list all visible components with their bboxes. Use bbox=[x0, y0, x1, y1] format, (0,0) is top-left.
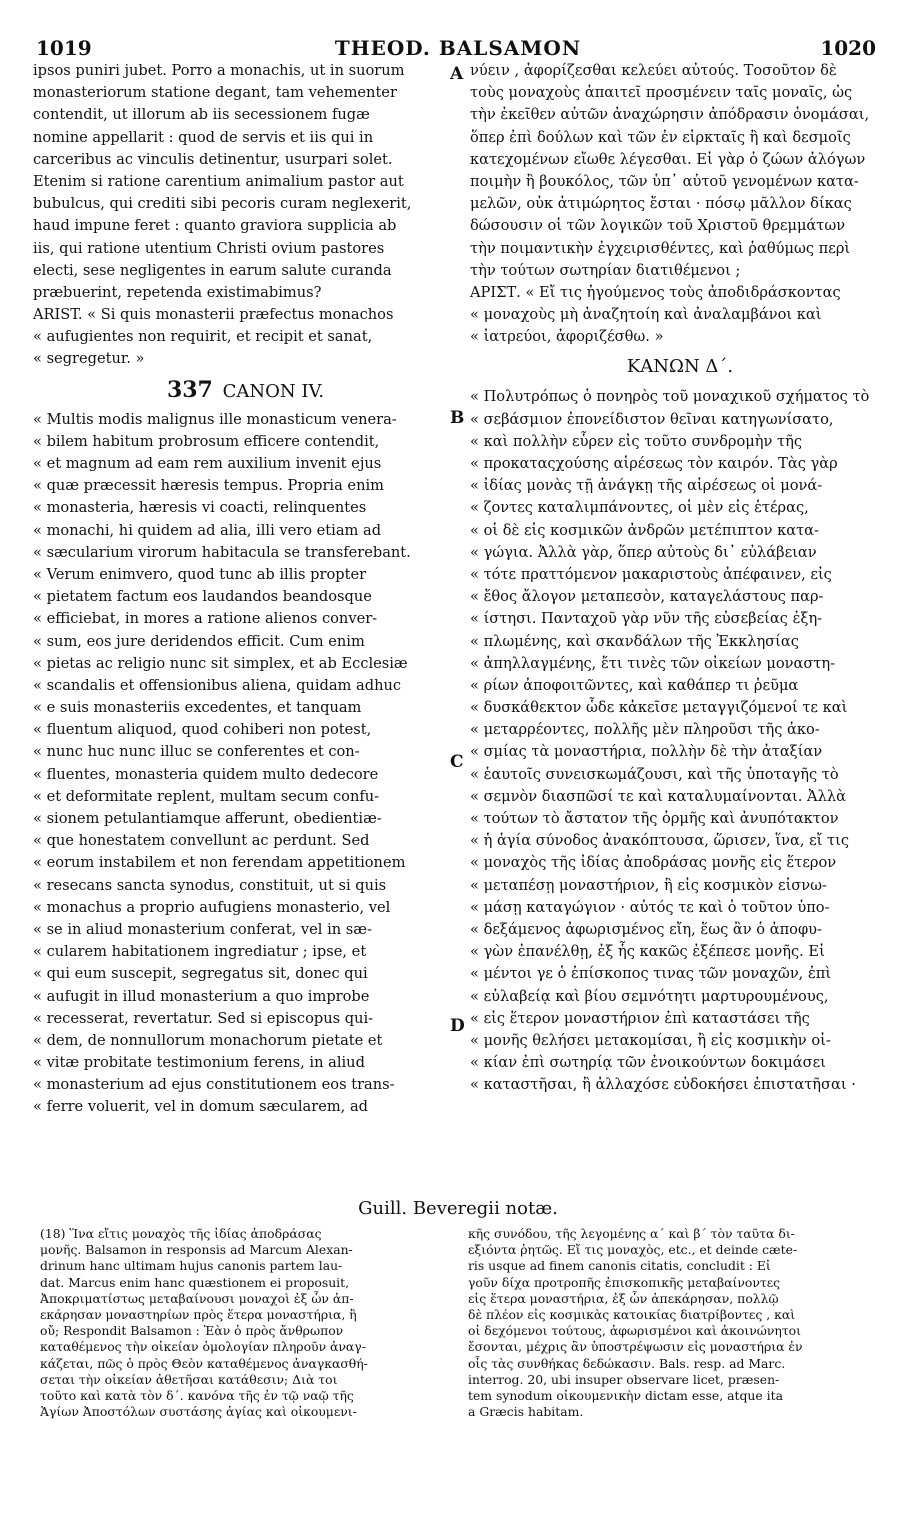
note-line: δὲ πλέον εἰς κοσμικὰς κατοικίας διατρίβοντες , καὶ bbox=[468, 1306, 796, 1322]
canon-line: « Verum enimvero, quod tunc ab illis propter bbox=[33, 565, 367, 583]
text-line: præbuerint, repetenda existimabimus? bbox=[33, 283, 322, 301]
notes-title: Guill. Beveregii notæ. bbox=[358, 1198, 558, 1219]
text-line: electi, sese negligentes in earum salute curanda bbox=[33, 261, 392, 279]
canon-line: « γὼν ἐπανέλθῃ, ἐξ ἧς κακῶς ἐξέπεσε μονῆς. Εἰ bbox=[470, 943, 825, 961]
note-line: interrog. 20, ubi insuper observare licet, præsen- bbox=[468, 1371, 780, 1387]
text-line: τὴν τούτων σωτηρίαν διατιθέμενοι ; bbox=[470, 261, 741, 279]
text-line: Etenim si ratione carentium animalium pastor aut bbox=[33, 172, 404, 190]
canon-line: « ἰδίας μονὰς τῇ ἀνάγκῃ τῆς αἱρέσεως οἱ μονά- bbox=[470, 477, 823, 495]
latin-canon-title: CANON IV. bbox=[222, 380, 325, 402]
canon-line: « dem, de nonnullorum monachorum pietate et bbox=[33, 1031, 383, 1049]
note-line: τοῦτο καὶ κατὰ τὸν δ΄. κανόνα τῆς ἐν τῷ ναῷ τῆς bbox=[40, 1387, 354, 1403]
latin-canon-text bbox=[33, 409, 458, 1119]
canon-line: « qui eum suscepit, segregatus sit, donec qui bbox=[33, 965, 368, 983]
canon-line: « se in aliud monasterium conferat, vel in sæ- bbox=[33, 920, 372, 938]
canon-line: « πλωμένης, καὶ σκανδάλων τῆς Ἐκκλησίας bbox=[470, 632, 799, 650]
text-line: δώσουσιν οἱ τῶν λογικῶν τοῦ Χριστοῦ θρεμμάτων bbox=[470, 217, 846, 235]
canon-line: « εὐλαβείᾳ καὶ βίου σεμνότητι μαρτυρουμένους, bbox=[470, 987, 829, 1005]
text-line: carceribus ac vinculis detinentur, usurpari solet. bbox=[33, 150, 393, 168]
canon-line: « σμίας τὰ μοναστήρια, πολλὴν δὲ τὴν ἀταξίαν bbox=[470, 743, 823, 761]
canon-line: « monasteria, hæresis vi coacti, relinquentes bbox=[33, 499, 367, 517]
canon-line: « quæ præcessit hæresis tempus. Propria enim bbox=[33, 477, 384, 495]
canon-line: « μονῆς θελήσει μετακομίσαι, ἢ εἰς κοσμικὴν οἰ- bbox=[470, 1031, 831, 1049]
canon-line: « τούτων τὸ ἄστατον τῆς ὁρμῆς καὶ ἀνυπότακτον bbox=[470, 810, 839, 827]
note-line: κάζεται, πῶς ὁ πρὸς Θεὸν καταθέμενος ἀναγκασθή- bbox=[40, 1355, 368, 1371]
canon-line: « fluentes, monasteria quidem multo dedecore bbox=[33, 765, 379, 783]
note-line: κῆς συνόδου, τῆς λεγομένης α΄ καὶ β΄ τὸν ταῦτα δι- bbox=[468, 1226, 795, 1241]
canon-line: « σεμνὸν διασπῶσί τε καὶ καταλυμαίνονται. Ἀλλὰ bbox=[470, 787, 846, 805]
canon-line: « recesserat, revertatur. Sed si episcopus qui- bbox=[33, 1009, 374, 1027]
note-line: οἷς τὰς συνθήκας δεδώκασιν. Bals. resp. ad Marc. bbox=[468, 1355, 786, 1371]
canon-line: « pietas ac religio nunc sit simplex, et ab Ecclesiæ bbox=[33, 654, 408, 672]
margin-marker-a: A bbox=[450, 64, 464, 84]
canon-line: « eorum instabilem et non ferendam appetitionem bbox=[33, 854, 406, 872]
arist-line: « ἰατρεύοι, ἀφοριζέσθω. » bbox=[470, 328, 664, 346]
canon-line: « μέντοι γε ὁ ἐπίσκοπος τινας τῶν μοναχῶν, ἐπὶ bbox=[470, 965, 832, 983]
arist-line: « μοναχοὺς μὴ ἀναζητοίη καὶ ἀναλαμβάνοι καὶ bbox=[470, 306, 822, 324]
note-line: ἔσονται, μέχρις ἂν ὑποστρέψωσιν εἰς μοναστήρια ἐν bbox=[468, 1339, 803, 1355]
margin-marker-c: C bbox=[450, 752, 464, 772]
canon-number: 337 bbox=[166, 376, 213, 403]
canon-line: « que honestatem convellunt ac perdunt. Sed bbox=[33, 832, 370, 850]
canon-line: « ίστησι. Πανταχοῦ γὰρ νῦν τῆς εὐσεβείας ἐξη- bbox=[470, 610, 823, 628]
note-line: drinum hanc ultimam hujus canonis partem lau- bbox=[40, 1258, 343, 1274]
canon-line: « οἱ δὲ εἰς κοσμικῶν ἀνδρῶν μετέπιπτον κατα- bbox=[470, 521, 819, 539]
margin-marker-b: B bbox=[450, 408, 465, 428]
note-line: εκάρησαν μοναστηρίων πρὸς ἕτερα μοναστήρια, ἢ bbox=[40, 1306, 357, 1322]
canon-line: « nunc huc nunc illuc se conferentes et con- bbox=[33, 743, 360, 761]
canon-line: « δεξάμενος ἀφωρισμένος εἴη, ἕως ἂν ὁ ἀποφυ- bbox=[470, 920, 822, 938]
note-line: dat. Marcus enim hanc quæstionem ei proposuit, bbox=[40, 1274, 350, 1290]
margin-marker-d: D bbox=[450, 1016, 465, 1036]
left-page-number: 1019 bbox=[36, 36, 92, 60]
notes-right-column bbox=[468, 1226, 886, 1420]
note-line: ris usque ad finem canonis citatis, concludit : Εἰ bbox=[468, 1258, 771, 1274]
latin-column bbox=[33, 60, 458, 1119]
arist-line: ARIST. « Si quis monasterii præfectus monachos bbox=[33, 306, 394, 324]
canon-line: « σεβάσμιον ἐπονείδιστον θεῖναι κατηγωνίσατο, bbox=[470, 410, 834, 428]
text-line: ὅπερ ἐπὶ δούλων καὶ τῶν ἐν εἱρκταῖς ἢ καὶ δεσμοῖς bbox=[470, 128, 851, 146]
text-line: bubulcus, qui crediti sibi pecoris curam neglexerit, bbox=[33, 195, 412, 213]
canon-line: « ἔθος ἄλογον μεταπεσὸν, καταγελάστους παρ- bbox=[470, 588, 824, 606]
notes-left-column bbox=[40, 1226, 460, 1420]
canon-line: « προκαταςχούσης αἱρέσεως τὸν καιρόν. Τὰς γὰρ bbox=[470, 455, 838, 472]
note-line: εἰς ἕτερα μοναστήρια, ἐξ ὧν ἀπεκάρησαν, πολλῷ bbox=[468, 1290, 779, 1306]
text-line: τοὺς μοναχοὺς ἀπαιτεῖ προσμένειν ταῖς μοναῖς, ὡς bbox=[470, 84, 853, 102]
canon-line: « ἡ ἁγία σύνοδος ἀνακόπτουσα, ὥρισεν, ἵνα, εἴ τις bbox=[470, 832, 850, 850]
canon-line: « aufugit in illud monasterium a quo improbe bbox=[33, 987, 370, 1005]
greek-intro bbox=[470, 60, 890, 282]
canon-line: « monachus a proprio aufugiens monasterio, vel bbox=[33, 898, 391, 916]
canon-line: « κίαν ἐπὶ σωτηρίᾳ τῶν ἐνοικούντων δοκιμάσει bbox=[470, 1054, 826, 1072]
text-line: haud impune feret : quanto graviora supplicia ab bbox=[33, 217, 397, 235]
canon-line: « ἀπηλλαγμένης, ἔτι τινὲς τῶν οἰκείων μοναστη- bbox=[470, 654, 836, 672]
text-line: nomine appellarit : quod de servis et iis qui in bbox=[33, 128, 374, 146]
arist-line: ΑΡΙΣΤ. « Εἴ τις ἡγούμενος τοὺς ἀποδιδράσκοντας bbox=[470, 283, 841, 301]
canon-line: « μεταρρέοντες, πολλῆς μὲν πληροῦσι τῆς ἀκο- bbox=[470, 721, 820, 739]
canon-line: « fluentum aliquod, quod cohiberi non potest, bbox=[33, 721, 372, 739]
greek-canon-text bbox=[470, 386, 890, 1096]
canon-line: « resecans sancta synodus, constituit, ut si quis bbox=[33, 876, 387, 894]
canon-line: « bilem habitum probrosum efficere contendit, bbox=[33, 432, 380, 450]
canon-line: « τότε πραττόμενον μακαριστοὺς ἀπέφαινεν, εἰς bbox=[470, 565, 832, 583]
text-line: τὴν ἐκεῖθεν αὐτῶν ἀναχώρησιν ἀπόδρασιν ὀνομάσαι, bbox=[470, 106, 870, 124]
canon-line: « γώγια. Ἀλλὰ γὰρ, ὅπερ αὐτοὺς δι᾽ εὐλάβειαν bbox=[470, 543, 817, 561]
text-line: κατεχομένων εἴωθε λέγεσθαι. Εἰ γὰρ ὁ ζώων ἀλόγων bbox=[470, 150, 866, 168]
canon-line: « sionem petulantiamque afferunt, obedientiæ- bbox=[33, 810, 382, 827]
canon-line: « μεταπέσῃ μοναστήριον, ἢ εἰς κοσμικὸν εἰσνω- bbox=[470, 876, 827, 894]
canon-line: « ἑαυτοῖς συνεισκωμάζουσι, καὶ τῆς ὑποταγῆς τὸ bbox=[470, 765, 839, 783]
latin-intro bbox=[33, 60, 458, 304]
canon-line: « ferre voluerit, vel in domum sæcularem, ad bbox=[33, 1098, 369, 1116]
note-line: tem synodum οἰκουμενικὴν dictam esse, atque ita bbox=[468, 1387, 783, 1403]
canon-line: « et magnum ad eam rem auxilium invenit ejus bbox=[33, 455, 382, 472]
canon-line: « cularem habitationem ingrediatur ; ipse, et bbox=[33, 943, 367, 961]
text-line: ποιμὴν ἢ βουκόλος, τῶν ὑπ᾽ αὐτοῦ γενομένων κατα- bbox=[470, 172, 859, 190]
note-line: a Græcis habitam. bbox=[468, 1404, 584, 1420]
arist-line: « segregetur. » bbox=[33, 350, 145, 368]
note-line: Ἀποκριματίστως μεταβαίνουσι μοναχοὶ ἐξ ὧν ἀπ- bbox=[40, 1290, 354, 1306]
greek-canon-title: ΚΑΝΩΝ Δ΄. bbox=[626, 356, 734, 378]
canon-line: « efficiebat, in mores a ratione alienos conver- bbox=[33, 610, 378, 628]
canon-line: « Πολυτρόπως ὁ πονηρὸς τοῦ μοναχικοῦ σχήματος τὸ bbox=[470, 388, 870, 406]
latin-canon-heading bbox=[33, 371, 458, 409]
text-line: monasteriorum statione degant, tam vehementer bbox=[33, 84, 397, 102]
canon-line: « et deformitate replent, multam secum confu- bbox=[33, 787, 380, 805]
note-line: οἱ δεχόμενοι τούτους, ἀφωρισμένοι καὶ ἀκοινώνητοι bbox=[468, 1323, 801, 1339]
note-line: γοῦν δίχα προτροπῆς ἐπισκοπικῆς μεταβαίνοντες bbox=[468, 1274, 781, 1290]
canon-line: « εἰς ἕτερον μοναστήριον ἐπὶ καταστάσει τῆς bbox=[470, 1009, 810, 1027]
note-line: Ἁγίων Ἀποστόλων συστάσης ἁγίας καὶ οἰκουμενι- bbox=[40, 1404, 357, 1420]
canon-line: « scandalis et offensionibus aliena, quidam adhuc bbox=[33, 676, 402, 694]
text-line: μελῶν, οὐκ ἀτιμώρητος ἔσται · πόσῳ μᾶλλον δίκας bbox=[470, 195, 852, 213]
text-line: τὴν ποιμαντικὴν ἐγχειρισθέντες, καὶ ῥαθύμως περὶ bbox=[470, 239, 851, 257]
canon-line: « ρίων ἀποφοιτῶντες, καὶ καθάπερ τι ῥεῦμα bbox=[470, 676, 799, 694]
running-title: THEOD. BALSAMON bbox=[334, 36, 582, 60]
canon-line: « καταστῆσαι, ἢ ἀλλαχόσε εὐδοκήσει ἐπιστατῆσαι · bbox=[470, 1076, 856, 1094]
canon-line: « Multis modis malignus ille monasticum venera- bbox=[33, 410, 397, 428]
canon-line: « ζοντες καταλιμπάνοντες, οἱ μὲν εἰς ἑτέρας, bbox=[470, 499, 809, 517]
note-line: οὔ; Respondit Balsamon : Ἐὰν ὁ πρὸς ἄνθρωπον bbox=[40, 1323, 344, 1339]
canon-line: « vitæ probitate testimonium ferens, in aliud bbox=[33, 1054, 365, 1072]
canon-line: « μάσῃ καταγώγιον · αὐτός τε καὶ ὁ τοῦτον ὑπο- bbox=[470, 898, 830, 916]
text-line: ipsos puniri jubet. Porro a monachis, ut in suorum bbox=[33, 62, 405, 79]
canon-line: « pietatem factum eos laudandos beandosque bbox=[33, 588, 372, 606]
text-line: iis, qui ratione utentium Christi ovium pastores bbox=[33, 239, 385, 257]
canon-line: « μοναχὸς τῆς ἰδίας ἀποδράσας μονῆς εἰς ἕτερον bbox=[470, 854, 837, 872]
latin-arist bbox=[33, 304, 458, 371]
note-line: σεται τὴν οἰκείαν ἀθετῆσαι κατάθεσιν; Διὰ τοι bbox=[40, 1371, 338, 1387]
note-line: εξιόντα ῥητῶς. Εἴ τις μοναχὸς, etc., et deinde cæte- bbox=[468, 1242, 798, 1258]
note-line: μονῆς. Balsamon in responsis ad Marcum Alexan- bbox=[40, 1242, 353, 1258]
greek-arist bbox=[470, 282, 890, 349]
note-line: καταθέμενος τὴν οἰκείαν ὁμολογίαν πληροῦν ἀναγ- bbox=[40, 1339, 366, 1355]
canon-line: « δυσκάθεκτον ὧδε κἀκεῖσε μεταγγιζόμενοί τε καὶ bbox=[470, 699, 848, 717]
canon-line: « monachi, hi quidem ad alia, illi vero etiam ad bbox=[33, 521, 382, 539]
note-line: (18) Ἵνα εἴτις μοναχὸς τῆς ἰδίας ἀποδράσας bbox=[40, 1226, 322, 1241]
right-page-number: 1020 bbox=[820, 36, 876, 60]
canon-line: « e suis monasteriis excedentes, et tanquam bbox=[33, 699, 362, 717]
text-line: contendit, ut illorum ab iis secessionem fugæ bbox=[33, 106, 370, 124]
canon-line: « καὶ πολλὴν εὗρεν εἰς τοῦτο συνδρομὴν τῆς bbox=[470, 432, 803, 450]
canon-line: « monasterium ad ejus constitutionem eos trans- bbox=[33, 1076, 395, 1094]
arist-line: « aufugientes non requirit, et recipit et sanat, bbox=[33, 328, 373, 346]
canon-line: « sum, eos jure deridendos efficit. Cum enim bbox=[33, 632, 365, 650]
canon-line: « sæcularium virorum habitacula se transferebant. bbox=[33, 543, 411, 561]
greek-column bbox=[470, 60, 890, 1096]
text-line: νύειν , ἀφορίζεσθαι κελεύει αὐτούς. Τοσοῦτον δὲ bbox=[470, 62, 837, 79]
